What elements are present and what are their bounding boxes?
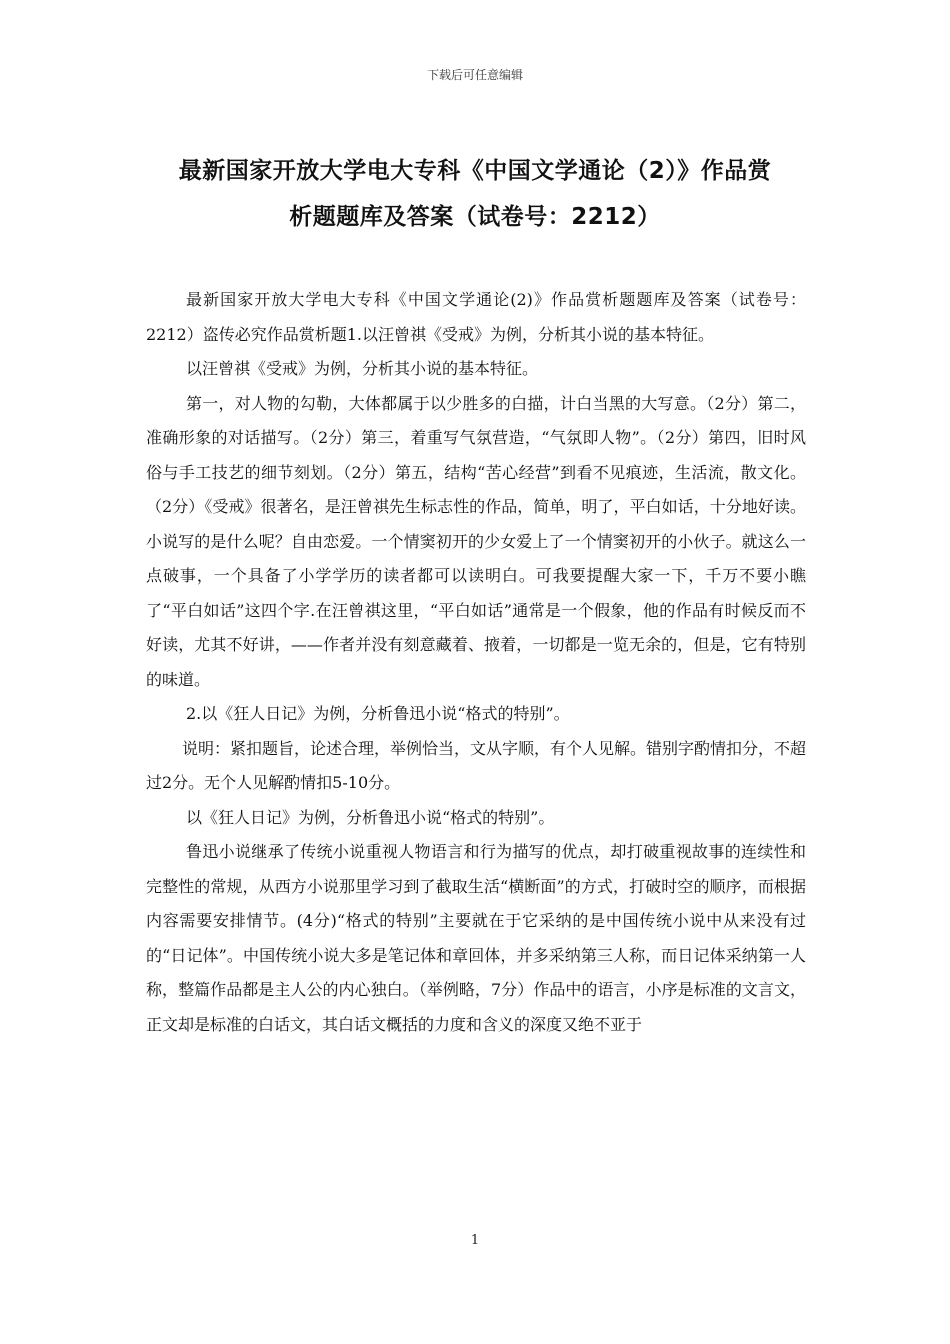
page-number: 1 (470, 1233, 480, 1248)
title-line-2: 析题题库及答案（试卷号：2212） (289, 204, 661, 230)
title-line-1: 最新国家开放大学电大专科《中国文学通论（2）》作品赏 (178, 158, 772, 184)
document-title (140, 148, 810, 240)
paragraph-answer-1: 第一，对人物的勾勒，大体都属于以少胜多的白描，计白当黑的大写意。（2分）第二，准确形象的对话描写。（2分）第三，着重写气氛营造，“气氛即人物”。（2分）第四，旧时风俗与手工技艺的细节刻划。（2分）第五，结构“苦心经营”到看不见痕迹，生活流，散文化。（2分）《受戒》很著名，是汪曾祺先生标志性的作品，简单，明了，平白如话，十分地好读。小说写的是什么呢？自由恋爱。一个情窦初开的少女爱上了一个情窦初开的小伙子。就这么一点破事，一个具备了小学学历的读者都可以读明白。可我要提醒大家一下，千万不要小瞧了“平白如话”这四个字.在汪曾祺这里，“平白如话”通常是一个假象，他的作品有时候反而不好读，尤其不好讲，——作者并没有刻意藏着、掖着，一切都是一览无余的，但是，它有特别的味道。 (146, 393, 806, 689)
paragraph-intro: 最新国家开放大学电大专科《中国文学通论(2)》作品赏析题题库及答案（试卷号：2212）盗传必究作品赏析题1.以汪曾祺《受戒》为例，分析其小说的基本特征。 (146, 290, 806, 344)
paragraph-answer-2: 鲁迅小说继承了传统小说重视人物语言和行为描写的优点，却打破重视故事的连续性和完整性的常规，从西方小说那里学习到了截取生活“横断面”的方式，打破时空的顺序，而根据内容需要安排情节。(4分)“格式的特别”主要就在于它采纳的是中国传统小说中从来没有过的“日记体”。中国传统小说大多是笔记体和章回体，并多采纳第三人称，而日记体采纳第一人称，整篇作品都是主人公的内心独白。（举例略，7分）作品中的语言，小序是标准的文言文，正文却是标准的白话文，其白话文概括的力度和含义的深度又绝不亚于 (146, 842, 806, 1034)
page-header: 下载后可任意编辑 (426, 68, 523, 82)
paragraph-note: 说明：紧扣题旨，论述合理，举例恰当，文从字顺，有个人见解。错别字酌情扣分，不超过2分。无个人见解酌情扣5-10分。 (146, 738, 807, 792)
paragraph-question-2-repeat: 以《狂人日记》为例，分析鲁迅小说“格式的特别”。 (186, 807, 555, 827)
paragraph-question-1: 以汪曾祺《受戒》为例，分析其小说的基本特征。 (186, 359, 539, 378)
paragraph-question-2: 2.以《狂人日记》为例，分析鲁迅小说“格式的特别”。 (186, 704, 570, 723)
document-body (146, 283, 806, 1042)
